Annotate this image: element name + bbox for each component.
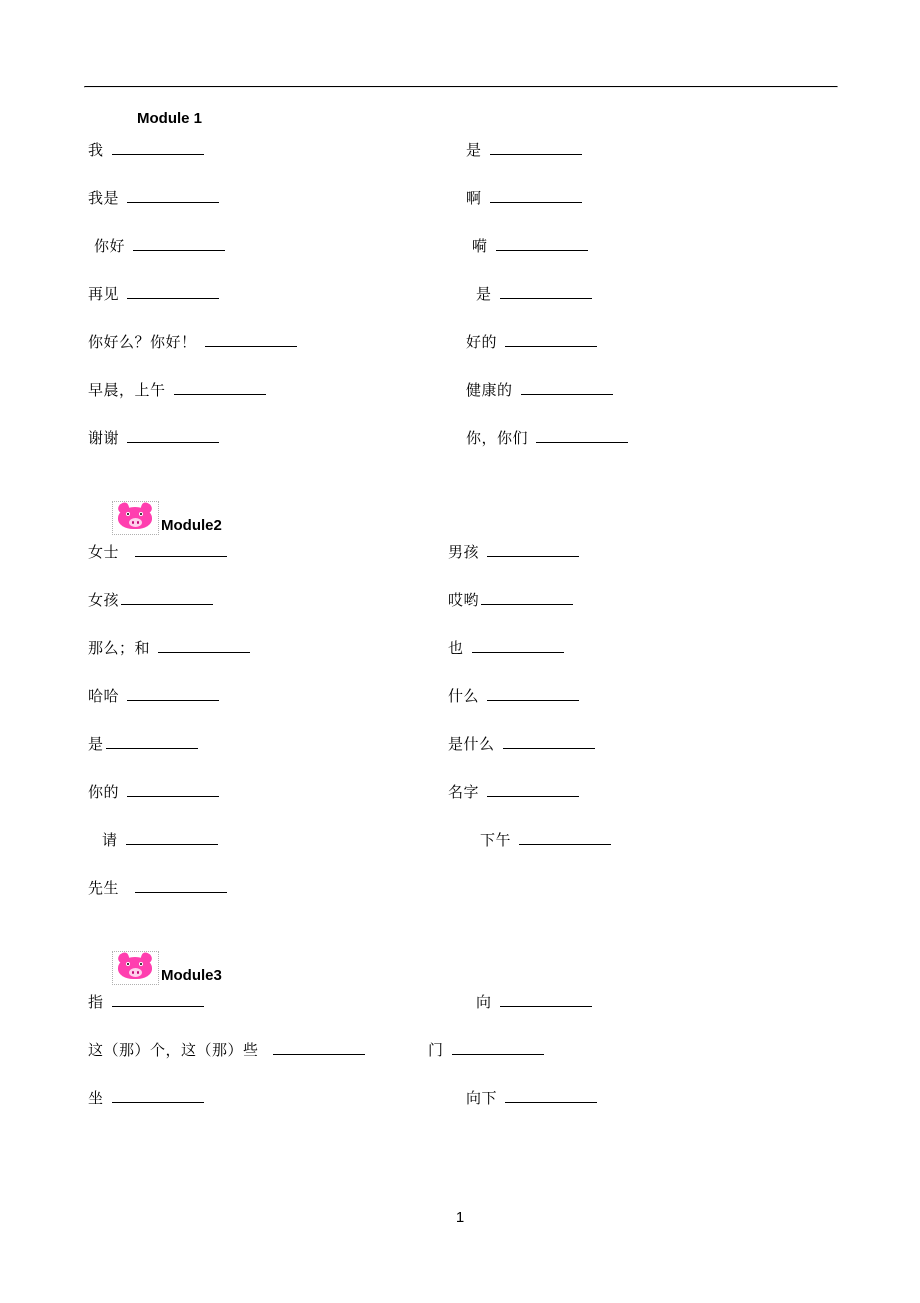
module-2-rows (84, 541, 836, 925)
vocab-item (84, 541, 418, 562)
vocab-term: 是 (88, 735, 104, 753)
header-rule (84, 86, 838, 88)
vocab-row (84, 685, 836, 733)
vocab-item (84, 139, 418, 160)
answer-blank[interactable] (127, 686, 219, 701)
vocab-term: 向 (476, 993, 492, 1011)
vocab-item (418, 781, 836, 802)
vocab-item (84, 637, 418, 658)
vocab-item (84, 283, 418, 304)
answer-blank[interactable] (133, 236, 225, 251)
answer-blank[interactable] (158, 638, 250, 653)
answer-blank[interactable] (205, 332, 297, 347)
vocab-term: 坐 (88, 1089, 104, 1107)
vocab-item (84, 331, 418, 352)
vocab-term: 再见 (88, 285, 120, 303)
vocab-item (418, 331, 836, 352)
vocab-item (418, 685, 836, 706)
vocab-row (84, 781, 836, 829)
vocab-term: 女孩 (88, 591, 120, 609)
vocab-term: 请 (102, 831, 118, 849)
vocab-term: 这（那）个，这（那）些 (88, 1041, 259, 1059)
vocab-item (84, 733, 418, 754)
vocab-term: 那么；和 (88, 639, 151, 657)
answer-blank[interactable] (519, 830, 611, 845)
vocab-item (418, 541, 836, 562)
vocab-item (418, 589, 836, 610)
vocab-row (84, 139, 836, 187)
vocab-row (84, 541, 836, 589)
answer-blank[interactable] (500, 284, 592, 299)
vocab-item (418, 379, 836, 400)
page-content (84, 86, 836, 1135)
answer-blank[interactable] (500, 992, 592, 1007)
vocab-term: 是 (476, 285, 492, 303)
vocab-item (418, 139, 836, 160)
vocab-row (84, 829, 836, 877)
vocab-term: 也 (448, 639, 464, 657)
pig-clipart-icon (112, 951, 159, 985)
vocab-row (84, 379, 836, 427)
vocab-row (84, 991, 836, 1039)
vocab-item (84, 877, 418, 898)
vocab-item (418, 991, 836, 1012)
answer-blank[interactable] (106, 734, 198, 749)
answer-blank[interactable] (490, 188, 582, 203)
module-1-rows (84, 139, 836, 475)
answer-blank[interactable] (112, 1088, 204, 1103)
vocab-row (84, 235, 836, 283)
module-3-header (84, 951, 836, 985)
module-3-rows (84, 991, 836, 1135)
vocab-term: 是什么 (448, 735, 495, 753)
vocab-item (84, 1039, 418, 1060)
vocab-term: 早晨，上午 (88, 381, 166, 399)
pig-clipart-icon (112, 501, 159, 535)
answer-blank[interactable] (127, 428, 219, 443)
vocab-term: 名字 (448, 783, 480, 801)
vocab-row (84, 733, 836, 781)
answer-blank[interactable] (490, 140, 582, 155)
vocab-item (418, 1087, 836, 1108)
answer-blank[interactable] (127, 782, 219, 797)
vocab-item (84, 187, 418, 208)
answer-blank[interactable] (505, 1088, 597, 1103)
vocab-item (418, 1039, 836, 1060)
vocab-item (418, 733, 836, 754)
vocab-item (418, 187, 836, 208)
vocab-item (418, 427, 836, 448)
vocab-term: 健康的 (466, 381, 513, 399)
answer-blank[interactable] (481, 590, 573, 605)
vocab-row (84, 187, 836, 235)
vocab-item (84, 235, 424, 256)
answer-blank[interactable] (135, 542, 227, 557)
answer-blank[interactable] (127, 188, 219, 203)
vocab-term: 门 (428, 1041, 444, 1059)
vocab-term: 谢谢 (88, 429, 120, 447)
vocab-term: 啊 (466, 189, 482, 207)
vocab-term: 嗬 (472, 237, 488, 255)
vocab-row (84, 1087, 836, 1135)
vocab-term: 女士 (88, 543, 120, 561)
page-number: 1 (455, 1209, 465, 1226)
vocab-term: 哈哈 (88, 687, 120, 705)
vocab-row (84, 331, 836, 379)
vocab-item (432, 829, 836, 850)
answer-blank[interactable] (452, 1040, 544, 1055)
answer-blank[interactable] (503, 734, 595, 749)
vocab-item (424, 235, 836, 256)
answer-blank[interactable] (505, 332, 597, 347)
answer-blank[interactable] (487, 782, 579, 797)
vocab-row (84, 589, 836, 637)
vocab-term: 是 (466, 141, 482, 159)
vocab-term: 你好 (94, 237, 126, 255)
answer-blank[interactable] (273, 1040, 365, 1055)
answer-blank[interactable] (487, 542, 579, 557)
answer-blank[interactable] (126, 830, 218, 845)
vocab-term: 好的 (466, 333, 498, 351)
vocab-term: 下午 (480, 831, 512, 849)
vocab-term: 你的 (88, 783, 120, 801)
answer-blank[interactable] (174, 380, 266, 395)
module-3-heading: Module3 (161, 967, 222, 984)
answer-blank[interactable] (135, 878, 227, 893)
vocab-item (84, 589, 418, 610)
answer-blank[interactable] (112, 992, 204, 1007)
vocab-item (84, 379, 418, 400)
answer-blank[interactable] (521, 380, 613, 395)
vocab-item (84, 781, 418, 802)
vocab-item (84, 991, 418, 1012)
answer-blank[interactable] (487, 686, 579, 701)
vocab-term: 先生 (88, 879, 120, 897)
vocab-row (84, 877, 836, 925)
module-2-heading: Module2 (161, 517, 222, 534)
vocab-item (84, 829, 432, 850)
vocab-item (418, 637, 836, 658)
vocab-term: 我 (88, 141, 104, 159)
answer-blank[interactable] (472, 638, 564, 653)
vocab-term: 哎哟 (448, 591, 480, 609)
vocab-term: 你，你们 (466, 429, 529, 447)
vocab-term: 什么 (448, 687, 480, 705)
vocab-item (84, 685, 418, 706)
vocab-row (84, 427, 836, 475)
answer-blank[interactable] (496, 236, 588, 251)
vocab-term: 向下 (466, 1089, 498, 1107)
module-2-header (84, 501, 836, 535)
vocab-row (84, 283, 836, 331)
vocab-row (84, 637, 836, 685)
vocab-term: 男孩 (448, 543, 480, 561)
answer-blank[interactable] (121, 590, 213, 605)
vocab-row (84, 1039, 836, 1087)
vocab-term: 指 (88, 993, 104, 1011)
vocab-item (84, 1087, 418, 1108)
vocab-term: 我是 (88, 189, 120, 207)
answer-blank[interactable] (536, 428, 628, 443)
module-1-heading: Module 1 (137, 110, 203, 127)
vocab-item (418, 283, 836, 304)
answer-blank[interactable] (127, 284, 219, 299)
vocab-item (84, 427, 418, 448)
answer-blank[interactable] (112, 140, 204, 155)
vocab-term: 你好么？你好！ (88, 333, 197, 351)
